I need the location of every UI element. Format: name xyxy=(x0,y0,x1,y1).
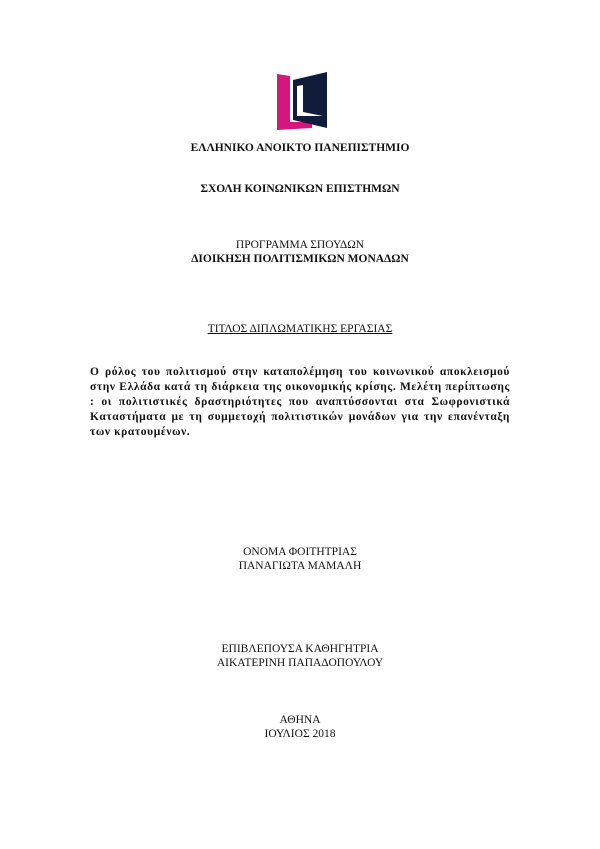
student-label: ΟΝΟΜΑ ΦΟΙΤΗΤΡΙΑΣ xyxy=(243,546,357,558)
school-name: ΣΧΟΛΗ ΚΟΙΝΩΝΙΚΩΝ ΕΠΙΣΤΗΜΩΝ xyxy=(200,183,400,195)
university-logo-icon xyxy=(277,72,327,130)
university-name: ΕΛΛΗΝΙΚΟ ΑΝΟΙΚΤΟ ΠΑΝΕΠΙΣΤΗΜΙΟ xyxy=(190,142,410,154)
program-name: ΔΙΟΙΚΗΣΗ ΠΟΛΙΤΙΣΜΙΚΩΝ ΜΟΝΑΔΩΝ xyxy=(191,253,409,265)
city: ΑΘΗΝΑ xyxy=(279,714,321,726)
date: ΙΟΥΛΙΟΣ 2018 xyxy=(264,728,336,740)
student-name: ΠΑΝΑΓΙΩΤΑ ΜΑΜΑΛΗ xyxy=(238,560,362,572)
thesis-title: Ο ρόλος του πολιτισμού στην καταπολέμηση του κοινωνικού αποκλεισμού στην Ελλάδα κατά τη διάρκεια της οικονομικής κρίσης. Μελέτη περίπτωσης : οι πολιτιστικές δραστηριότητες που αναπτύσσονται στα Σωφρονιστικά Καταστήματα με τη συμμετοχή πολιτιστικών μονάδων για την επανένταξη των κρατουμένων. xyxy=(90,366,510,438)
program-label: ΠΡΟΓΡΑΜΜΑ ΣΠΟΥΔΩΝ xyxy=(235,239,365,251)
thesis-heading: ΤΙΤΛΟΣ ΔΙΠΛΩΜΑΤΙΚΗΣ ΕΡΓΑΣΙΑΣ xyxy=(207,323,393,335)
supervisor-name: ΑΙΚΑΤΕΡΙΝΗ ΠΑΠΑΔΟΠΟΥΛΟΥ xyxy=(216,657,384,669)
supervisor-label: ΕΠΙΒΛΕΠΟΥΣΑ ΚΑΘΗΓΗΤΡΙΑ xyxy=(221,643,379,655)
